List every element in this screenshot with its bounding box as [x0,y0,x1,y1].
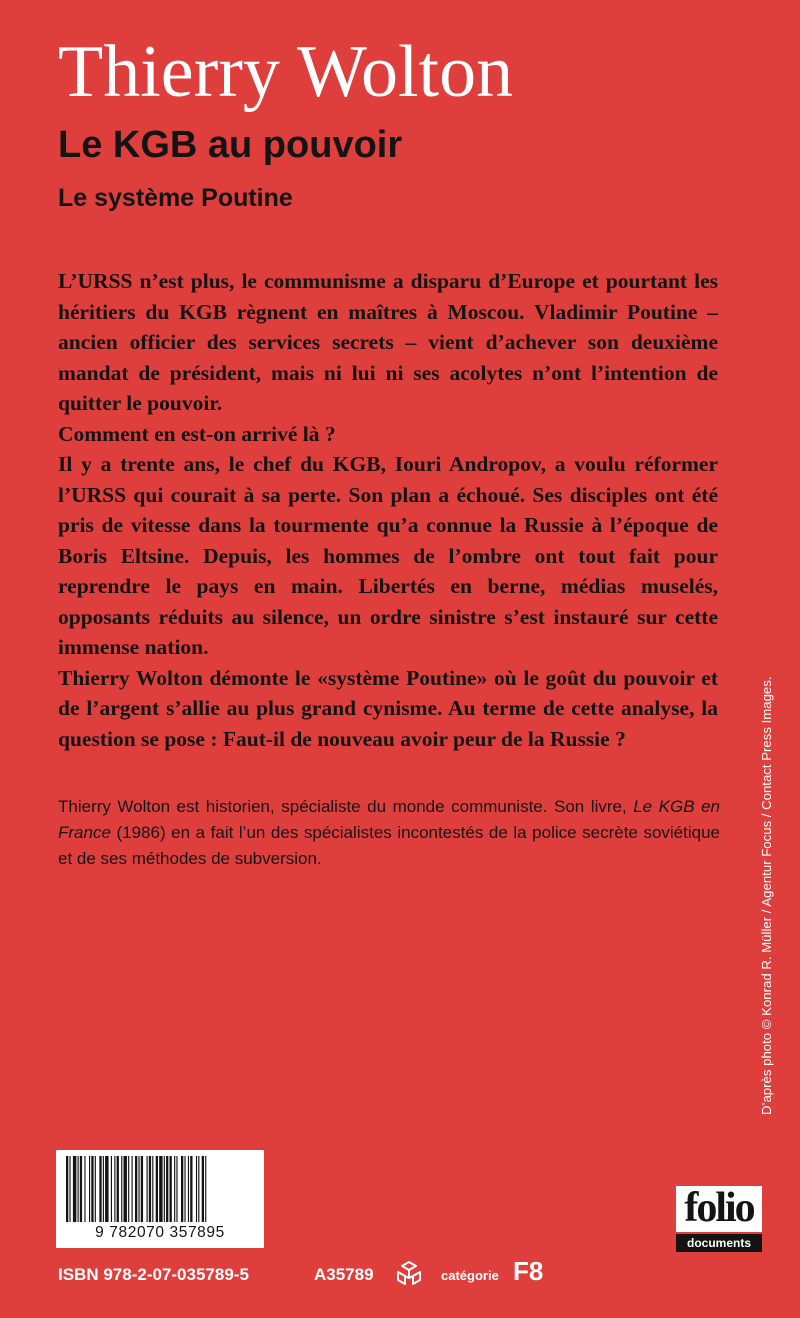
blurb-paragraph: Comment en est-on arrivé là ? [58,421,336,446]
barcode-bar [149,1156,151,1222]
barcode-bar [181,1156,183,1222]
barcode-digits: 9 782070 357895 [95,1224,225,1241]
barcode [56,1150,264,1248]
barcode-bar [117,1156,119,1222]
barcode-bar [176,1156,177,1222]
barcode-bar [190,1156,192,1222]
isbn: ISBN 978-2-07-035789-5 [58,1265,249,1284]
barcode-bar [159,1156,162,1222]
barcode-bar [121,1156,122,1222]
bio-book-title: Le KGB en France [58,797,720,842]
barcode-bar [138,1156,139,1222]
category-label: catégorie [441,1268,499,1283]
barcode-bar [152,1156,153,1222]
barcode-bar [170,1156,172,1222]
barcode-bar [174,1156,175,1222]
barcode-bar [78,1156,79,1222]
barcode-bar [84,1156,85,1222]
barcode-bar [166,1156,168,1222]
barcode-bar [184,1156,185,1222]
barcode-bar [69,1156,70,1222]
barcode-bar [164,1156,165,1222]
barcode-bar [91,1156,93,1222]
blurb-paragraph: L’URSS n’est plus, le communisme a disparu d’Europe et pourtant les héritiers du KGB règnent en maîtres à Moscou. Vladimir Poutine – ancien officier des services secrets – vient d’achever son deuxième mandat de président, mais ni lui ni ses acolytes n’ont l’intention de quitter le pouvoir. [58,269,718,415]
barcode-bar [66,1156,68,1222]
barcode-bar [188,1156,189,1222]
barcode-bar [114,1156,115,1222]
back-cover-blurb [58,266,718,754]
book-title: Le KGB au pouvoir [58,124,403,166]
barcode-bars [64,1156,256,1224]
barcode-bar [128,1156,129,1222]
photo-credit: D’après photo © Konrad R. Müller / Agentur Focus / Contact Press Images. [759,676,774,1115]
barcode-bar [89,1156,90,1222]
book-subtitle: Le système Poutine [58,184,293,212]
barcode-bar [95,1156,96,1222]
author-name: Thierry Wolton [58,31,514,113]
barcode-bar [205,1156,206,1222]
barcode-bar [132,1156,133,1222]
barcode-bar [105,1156,108,1222]
barcode-bar [147,1156,148,1222]
blurb-paragraph: Il y a trente ans, le chef du KGB, Iouri Andropov, a voulu réformer l’URSS qui courait à sa perte. Son plan a échoué. Ses disciples ont été pris de vitesse dans la tourmente qu’a connue la Russie à l’époque de Boris Eltsine. Depuis, les hommes de l’ombre ont tout fait pour reprendre le pays en main. Libertés en berne, médias muselés, opposants réduits au silence, un ordre sinistre s’est instauré sur cette immense nation. [58,452,718,659]
barcode-bar [103,1156,104,1222]
barcode-bar [135,1156,137,1222]
category-value: F8 [513,1256,544,1286]
barcode-bar [124,1156,127,1222]
bio-text-end: (1986) en a fait l’un des spécialistes incontestés de la police secrète soviétique et de ses méthodes de subversion. [58,823,720,868]
barcode-bar [99,1156,101,1222]
folio-logo-sub: documents [676,1234,762,1252]
bio-text-start: Thierry Wolton est historien, spécialiste du monde communiste. Son livre, [58,797,634,816]
barcode-bar [73,1156,76,1222]
catalog-code: A35789 [314,1265,374,1284]
blurb-paragraph: Thierry Wolton démonte le «système Poutine» où le goût du pouvoir et de l’argent s’allie au plus grand cynisme. Au terme de cette analyse, la question se pose : Faut-il de nouveau avoir peur de la Russie ? [58,665,718,751]
barcode-bar [202,1156,204,1222]
barcode-bar [156,1156,158,1222]
barcode-bar [141,1156,143,1222]
barcode-bar [80,1156,82,1222]
folio-logo-word: folio [676,1186,762,1232]
author-bio [58,794,720,872]
barcode-bar [111,1156,112,1222]
barcode-bar [198,1156,199,1222]
folio-documents-logo [676,1186,762,1260]
barcode-bar [196,1156,197,1222]
publisher-emblem-icon [394,1260,424,1293]
